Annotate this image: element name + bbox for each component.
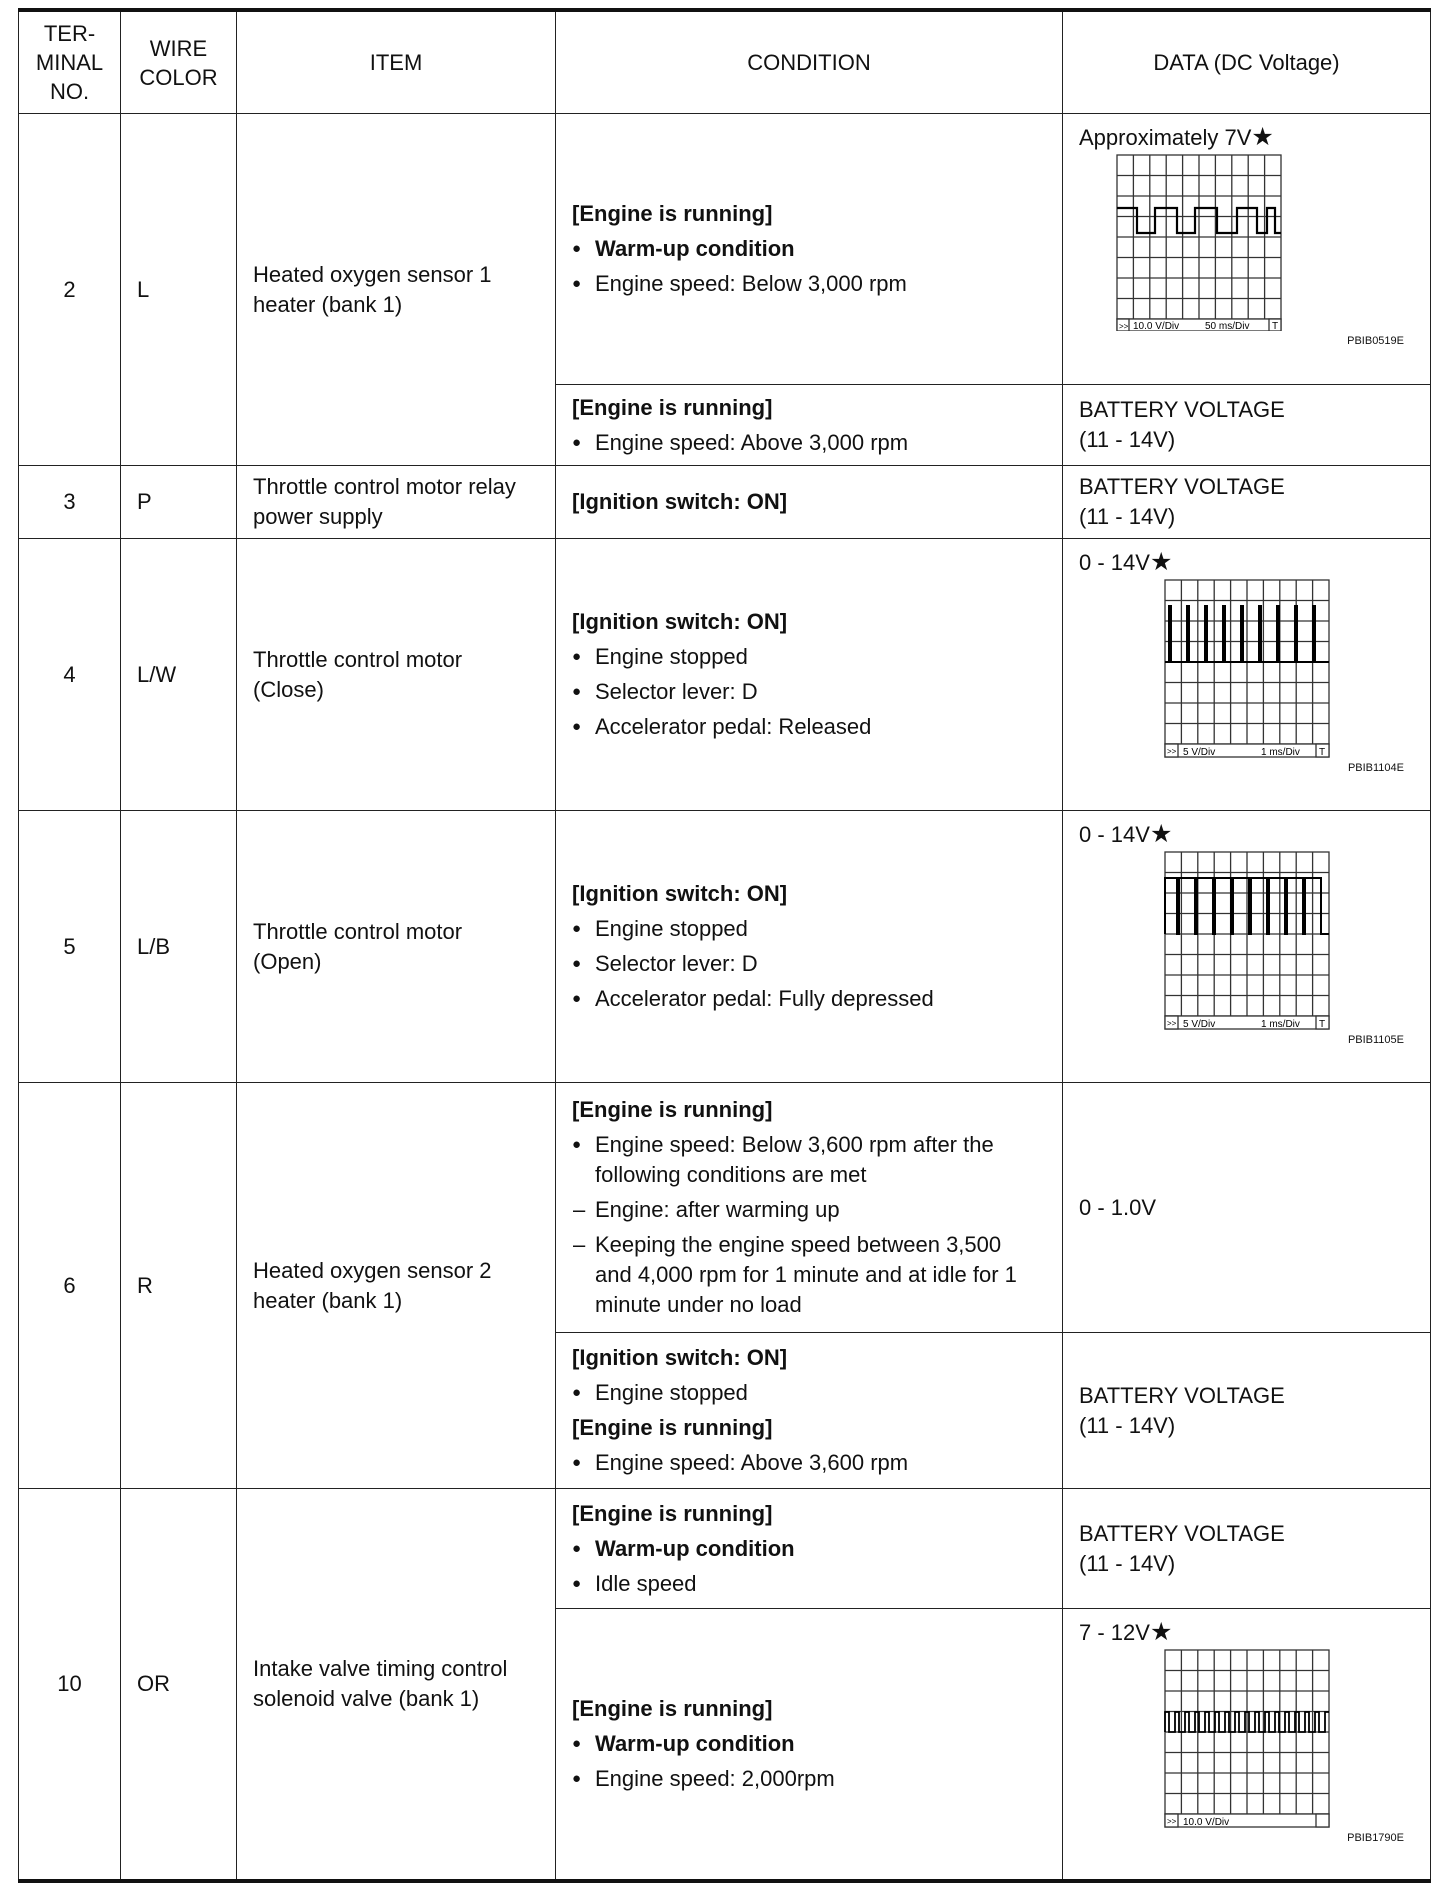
svg-text:>>: >> [1119,322,1129,331]
subitem-line: Keeping the engine speed between 3,500 [595,1232,1002,1257]
condition-heading: [Engine is running] [572,1097,773,1122]
table-row [19,811,1431,1083]
item-description [237,1489,556,1881]
terminal-no: 4 [19,539,121,811]
data-label-text: 0 - 14V [1079,550,1150,575]
subitem-line: minute under no load [595,1292,802,1317]
condition-heading: [Ignition switch: ON] [572,609,788,634]
wire-color: OR [121,1489,237,1881]
data-cell [1063,466,1431,539]
item-description [237,539,556,811]
data-cell [1063,1609,1431,1881]
condition-cell [556,539,1063,811]
condition-cell [556,1489,1063,1609]
data-cell [1063,1489,1431,1609]
condition-heading: [Engine is running] [572,1500,773,1526]
condition-bullet [572,1130,1052,1190]
figure-code: PBIB1790E [1347,1832,1404,1844]
condition-subitem: – Engine: after warming up [572,1195,1052,1225]
condition-bullet: ● Warm-up condition [572,1534,1052,1564]
item-line: heater (bank 1) [253,1287,403,1313]
wire-color: L/W [121,539,237,811]
item-description [237,466,556,539]
header-row [19,10,1431,114]
scope-volt-div: 10.0 V/Div [1183,1817,1230,1828]
item-line: Heated oxygen sensor 1 [253,261,492,287]
data-label-text: Approximately 7V [1079,125,1252,150]
data-value: (11 - 14V) [1079,427,1176,452]
terminal-no: 3 [19,466,121,539]
condition-bullet: ● Engine stopped [572,642,1052,672]
oscilloscope-waveform [1079,1648,1430,1828]
data-label [1079,547,1430,578]
condition-bullet: ● Warm-up condition [572,234,1052,264]
wire-color: R [121,1083,237,1489]
data-value: BATTERY VOLTAGE [1079,1520,1285,1546]
scope-volt-div: 10.0 V/Div [1133,321,1180,331]
item-line: Heated oxygen sensor 2 [253,1257,492,1283]
data-label [1079,819,1430,850]
data-label-text: 0 - 14V [1079,822,1150,847]
table-row [19,466,1431,539]
condition-heading: [Engine is running] [572,394,773,420]
item-line: power supply [253,504,383,529]
condition-bullet: ● Engine speed: Above 3,000 rpm [572,428,1052,458]
terminal-no: 5 [19,811,121,1083]
condition-heading: [Ignition switch: ON] [572,881,788,906]
condition-bullet: ● Selector lever: D [572,677,1052,707]
svg-text:>>: >> [1167,1019,1177,1028]
header-condition: CONDITION [556,10,1063,114]
scope-volt-div: 5 V/Div [1183,1019,1216,1030]
item-line: Throttle control motor [253,646,463,672]
star-icon: ★ [1149,820,1173,848]
condition-cell [556,811,1063,1083]
item-line: Intake valve timing control [253,1655,508,1681]
condition-heading: [Ignition switch: ON] [572,1345,788,1370]
item-line: Throttle control motor [253,918,463,944]
scope-time-div: 1 ms/Div [1261,1019,1300,1030]
wire-color: L [121,114,237,466]
item-line: heater (bank 1) [253,291,403,317]
header-wire-line2: COLOR [139,64,218,90]
waveform-pwm-icon [1115,153,1285,331]
data-value: (11 - 14V) [1079,1412,1176,1438]
item-line: (Open) [253,948,322,974]
condition-heading: [Ignition switch: ON] [572,489,788,514]
data-value: (11 - 14V) [1079,1550,1176,1576]
data-cell [1063,811,1431,1083]
data-cell [1063,1333,1431,1489]
star-icon: ★ [1149,1618,1173,1646]
condition-bullet: ● Engine speed: Above 3,600 rpm [572,1448,1052,1478]
figure-code: PBIB0519E [1347,335,1404,347]
terminal-no: 10 [19,1489,121,1881]
header-wire-color [121,10,237,114]
condition-heading: [Engine is running] [572,201,773,226]
item-description [237,1083,556,1489]
table-row [19,1083,1431,1333]
header-terminal-line1: TER- [43,21,96,46]
item-description [237,114,556,466]
oscilloscope-waveform [1079,578,1430,758]
wire-color: P [121,466,237,539]
table-row [19,1489,1431,1609]
condition-heading: [Engine is running] [572,1415,773,1440]
scope-volt-div: 5 V/Div [1183,747,1216,758]
data-value: BATTERY VOLTAGE [1079,397,1285,422]
header-terminal-line2: MINAL [35,50,104,75]
data-value: BATTERY VOLTAGE [1079,474,1285,499]
data-label-text: 7 - 12V [1079,1620,1150,1645]
data-cell [1063,539,1431,811]
condition-cell [556,466,1063,539]
terminal-no: 6 [19,1083,121,1489]
header-item: ITEM [237,10,556,114]
condition-bullet: ● Engine speed: 2,000rpm [572,1764,1052,1794]
item-line: Throttle control motor relay [253,474,516,499]
terminal-data-table-container [18,8,1430,1883]
waveform-spike-icon [1163,578,1333,758]
data-label [1079,1617,1430,1648]
star-icon: ★ [1251,123,1274,151]
condition-bullet: ● Selector lever: D [572,949,1052,979]
data-label [1079,122,1430,153]
data-value: BATTERY VOLTAGE [1079,1382,1285,1408]
condition-bullet: ● Accelerator pedal: Fully depressed [572,984,1052,1014]
svg-text:>>: >> [1167,747,1177,756]
figure-code: PBIB1105E [1347,1034,1404,1046]
scope-trigger: T [1319,1019,1326,1030]
condition-bullet: ● Engine speed: Below 3,000 rpm [572,269,1052,299]
terminal-data-table [18,8,1431,1883]
condition-cell [556,385,1063,466]
condition-bullet: ● Warm-up condition [572,1729,1052,1759]
condition-cell [556,1333,1063,1489]
condition-bullet: ● Accelerator pedal: Released [572,712,1052,742]
condition-bullet: ● Engine stopped [572,1378,1052,1408]
item-line: (Close) [253,676,324,702]
svg-text:>>: >> [1167,1817,1177,1826]
waveform-dip-icon [1163,850,1333,1030]
bullet-line: following conditions are met [595,1162,867,1187]
table-row [19,539,1431,811]
oscilloscope-waveform [1079,850,1430,1030]
condition-bullet: ● Idle speed [572,1569,1052,1599]
condition-heading: [Engine is running] [572,1695,773,1721]
data-cell [1063,385,1431,466]
data-cell [1063,114,1431,385]
header-terminal-line3: NO. [49,79,90,104]
figure-code: PBIB1104E [1347,762,1404,774]
data-value: (11 - 14V) [1079,504,1176,529]
subitem-line: and 4,000 rpm for 1 minute and at idle for 1 [595,1262,1017,1287]
header-wire-line1: WIRE [149,35,208,61]
scope-time-div: 50 ms/Div [1205,321,1250,331]
wire-color: L/B [121,811,237,1083]
scope-trigger: T [1272,321,1279,331]
waveform-fast-pwm-icon [1163,1648,1333,1828]
condition-cell [556,1609,1063,1881]
item-line: solenoid valve (bank 1) [253,1685,480,1711]
condition-subitem [572,1230,1052,1320]
terminal-no: 2 [19,114,121,466]
item-description [237,811,556,1083]
data-value: 0 - 1.0V [1079,1194,1157,1220]
table-row [19,114,1431,385]
condition-bullet: ● Engine stopped [572,914,1052,944]
bullet-line: Engine speed: Below 3,600 rpm after the [595,1132,994,1157]
data-cell [1063,1083,1431,1333]
scope-time-div: 1 ms/Div [1261,747,1300,758]
oscilloscope-waveform [1079,153,1430,331]
star-icon: ★ [1149,548,1173,576]
scope-trigger: T [1319,747,1326,758]
condition-cell [556,114,1063,385]
condition-cell [556,1083,1063,1333]
header-data: DATA (DC Voltage) [1063,10,1431,114]
header-terminal [19,10,121,114]
